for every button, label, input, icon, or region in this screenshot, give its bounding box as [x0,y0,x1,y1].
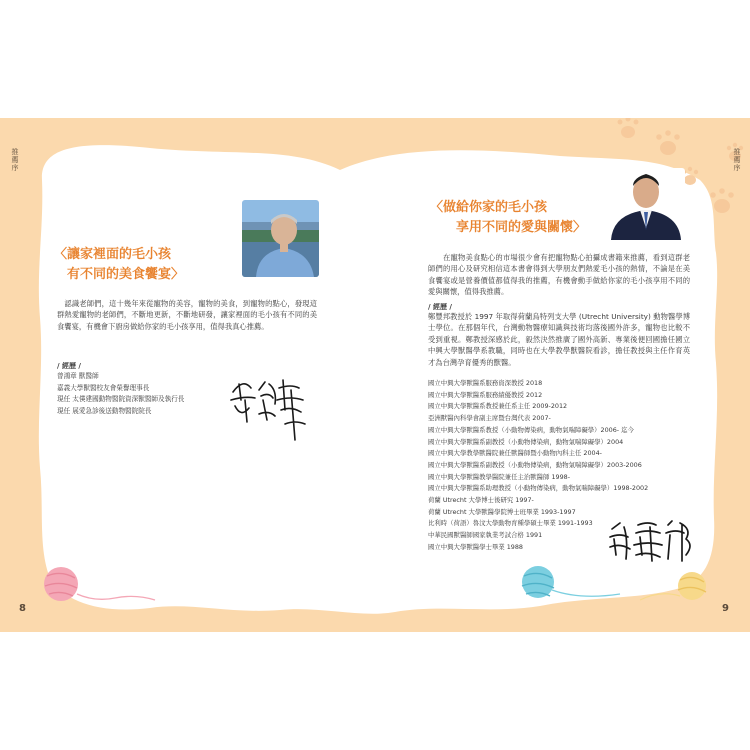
right-bio: 鄭豐邦教授於 1997 年取得荷蘭烏特列支大學 (Utrecht University) 動物醫學博士學位。在那個年代，台灣動物醫療知識與技術均落後國外許多，寵物也比較不受到重視。鄭教授深感於此，毅然決然推廣了國外高新、專業後便回國擔任國立中興大學獸醫學系教職，同時也在大學教學獸醫院看診，擔任教授與主任作育英才為台灣孕育優秀的獸醫。 [428,312,690,367]
left-resume-header: / 經歷 / [57,362,81,370]
left-paragraph: 認識老師們，這十幾年來從寵物的美容，寵物的美食，到寵物的點心，發現這群熱愛寵物的老師們，不斷地更新，不斷地研發，讓家裡面的毛小孩有不同的美食饗宴，有機會下廚房做給你家的毛小孩享用，值得我真心推薦。 [57,299,317,331]
right-paragraph: 在寵物美食點心的市場很少會有把寵物點心拍攝成書籍來推薦，看到這群老師們的用心及研究相信這本書會得到大學朋友們熱愛毛小孩的熱情，不論是在美食饗宴或是營養價值都值得我的推薦，有機會動手做給你家的毛小孩享用不同的愛與關懷，值得我推薦。 [428,253,690,297]
resume-line: 國立中興大學獸醫系教授兼任系主任 2009-2012 [428,402,568,411]
resume-line: 荷蘭 Utrecht 大學獸醫學院博士班畢業 1993-1997 [428,507,576,516]
resume-line: 嘉義大學獸醫校友會榮譽理事長 [57,383,150,392]
left-title: 〈讓家裡面的毛小孩 有不同的美食饗宴〉 [54,247,185,282]
resume-line: 國立中興大學獸醫系助理教授（小動物傳染病，動物氣喘障礙學）1998-2002 [428,484,649,493]
resume-line: 國立中興大學教學獸醫院兼任獸醫師暨小動物內科主任 2004- [428,449,602,458]
signature-left [225,370,320,445]
resume-line: 國立中興大學獸醫學士畢業 1988 [428,542,523,551]
resume-line: 國立中興大學獸醫系副教授（小動物傳染病，動物氣喘障礙學）2004 [428,437,624,446]
left-page-number: 8 [19,603,26,614]
resume-line: 中華民國獸醫師國家執業考試合格 1991 [428,531,543,540]
resume-line: 國立中興大學獸醫系教授（小動物傳染病，動物氣喘障礙學）2006- 迄今 [428,425,634,434]
resume-line: 曾鴻章 獸醫師 [57,372,99,380]
resume-line: 現任 展愛急診後送動物醫院院長 [57,406,152,415]
resume-line: 亞洲獸醫內科學會副主席暨台灣代表 2007- [428,414,551,423]
author-photo-left [242,200,319,277]
resume-line: 國立中興大學獸醫系副教授（小動物傳染病，動物氣喘障礙學）2003-2006 [428,460,642,469]
right-side-label: 推薦序 [733,148,741,172]
signature-right [606,515,701,565]
resume-line: 現任 太僕建國動物醫院資深獸醫師及執行長 [57,395,185,404]
resume-line: 國立中興大學獸醫教學醫院兼任主治獸醫師 1998- [428,472,571,481]
left-resume-list [57,371,184,417]
resume-line: 國立中興大學獸醫系服務資深教授 2018 [428,379,543,387]
resume-line: 國立中興大學獸醫系服務績優教授 2012 [428,390,543,399]
author-photo-right [607,168,685,240]
resume-line: 比利時（荷語）魯汶大學動物育種學碩士畢業 1991-1993 [428,519,593,528]
yarn-ball-pink-decoration [35,560,175,610]
right-resume-header: / 經歷 / [428,303,452,311]
yarn-ball-blue-and-yellow-decoration [490,560,720,610]
right-title: 〈做給你家的毛小孩 享用不同的愛與關懷〉 [430,200,587,235]
resume-line: 荷蘭 Utrecht 大學博士後研究 1997- [428,496,534,505]
left-side-label: 推薦序 [11,148,19,172]
right-page-number: 9 [722,603,729,614]
